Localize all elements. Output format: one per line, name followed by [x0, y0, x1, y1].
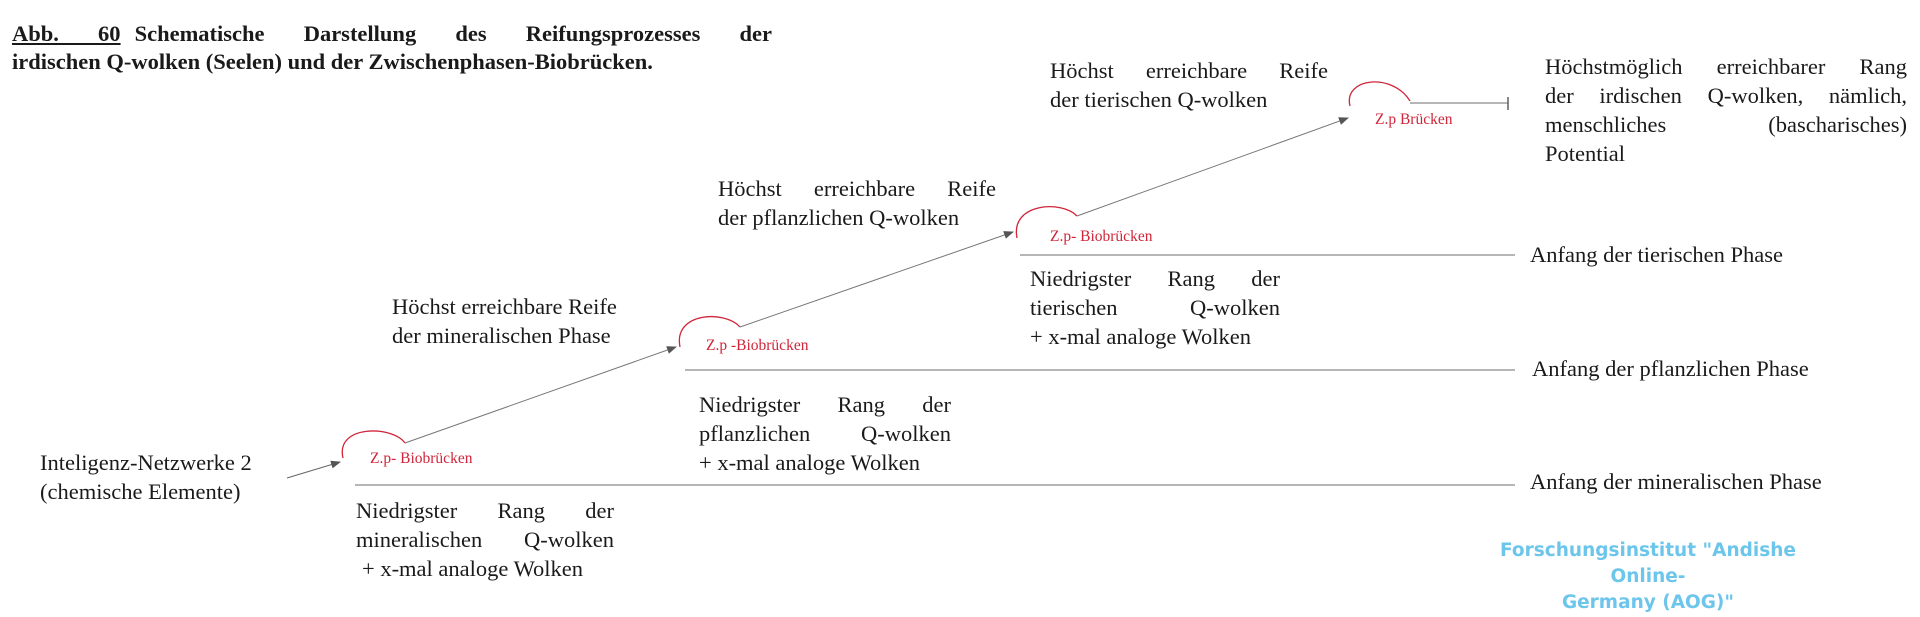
human-potential — [1545, 52, 1907, 168]
bridge-label-4: Z.p Brücken — [1375, 111, 1453, 128]
mineral-lowest-line-1: Niedrigster Rang der — [356, 498, 614, 523]
arrow-mineral-to-plant — [405, 347, 676, 443]
animal-lowest-rank — [1030, 264, 1280, 351]
figure-title — [12, 20, 772, 76]
plant-lowest-line-1: Niedrigster Rang der — [699, 392, 951, 417]
human-line-1: Höchstmöglich erreichbarer Rang — [1545, 54, 1907, 79]
start-line-2: (chemische Elemente) — [40, 479, 241, 504]
bridge-label-2: Z.p -Biobrücken — [706, 337, 809, 354]
animal-highest-maturity — [1050, 56, 1328, 114]
start-label — [40, 448, 252, 506]
mineral-highest-line-1: Höchst erreichbare Reife — [392, 294, 617, 319]
plant-highest-line-1: Höchst erreichbare Reife — [718, 176, 996, 201]
animal-highest-line-2: der tierischen Q-wolken — [1050, 87, 1268, 112]
title-line-1: Schematische Darstellung des Reifungsprozesses der — [134, 21, 772, 46]
human-line-3: menschliches (bascharisches) — [1545, 112, 1907, 137]
human-line-4: Potential — [1545, 141, 1625, 166]
bridge-label-1: Z.p- Biobrücken — [370, 450, 473, 467]
animal-lowest-line-1: Niedrigster Rang der — [1030, 266, 1280, 291]
arrow-plant-to-animal — [740, 232, 1013, 327]
plant-phase-start: Anfang der pflanzlichen Phase — [1532, 356, 1809, 381]
animal-highest-line-1: Höchst erreichbare Reife — [1050, 58, 1328, 83]
mineral-lowest-line-2: mineralischen Q-wolken — [356, 527, 614, 552]
institute-watermark — [1478, 538, 1818, 616]
plant-highest-line-2: der pflanzlichen Q-wolken — [718, 205, 960, 230]
watermark-line-2: Germany (AOG)" — [1561, 592, 1735, 613]
watermark-line-1: Forschungsinstitut "Andishe Online- — [1500, 540, 1796, 587]
arrow-animal-to-human — [1077, 118, 1348, 216]
mineral-lowest-line-3: + x-mal analoge Wolken — [362, 556, 584, 581]
animal-phase-start: Anfang der tierischen Phase — [1530, 242, 1784, 267]
animal-lowest-line-2: tierischen Q-wolken — [1030, 295, 1280, 320]
mineral-lowest-rank — [356, 496, 614, 583]
figure-number: Abb. 60 — [12, 21, 121, 46]
mineral-highest-line-2: der mineralischen Phase — [392, 323, 611, 348]
mineral-highest-maturity — [392, 292, 617, 350]
human-line-2: der irdischen Q-wolken, nämlich, — [1545, 83, 1907, 108]
plant-lowest-line-3: + x-mal analoge Wolken — [699, 450, 921, 475]
plant-lowest-line-2: pflanzlichen Q-wolken — [699, 421, 951, 446]
animal-lowest-line-3: + x-mal analoge Wolken — [1030, 324, 1252, 349]
title-line-2: irdischen Q-wolken (Seelen) und der Zwischenphasen-Biobrücken. — [12, 49, 653, 74]
arrow-start — [287, 462, 340, 478]
bridge-loop-4 — [1349, 82, 1410, 106]
plant-lowest-rank — [699, 390, 951, 477]
start-line-1: Inteligenz-Netzwerke 2 — [40, 450, 252, 475]
mineral-phase-start: Anfang der mineralischen Phase — [1530, 469, 1822, 494]
plant-highest-maturity — [718, 174, 996, 232]
bridge-label-3: Z.p- Biobrücken — [1050, 228, 1153, 245]
